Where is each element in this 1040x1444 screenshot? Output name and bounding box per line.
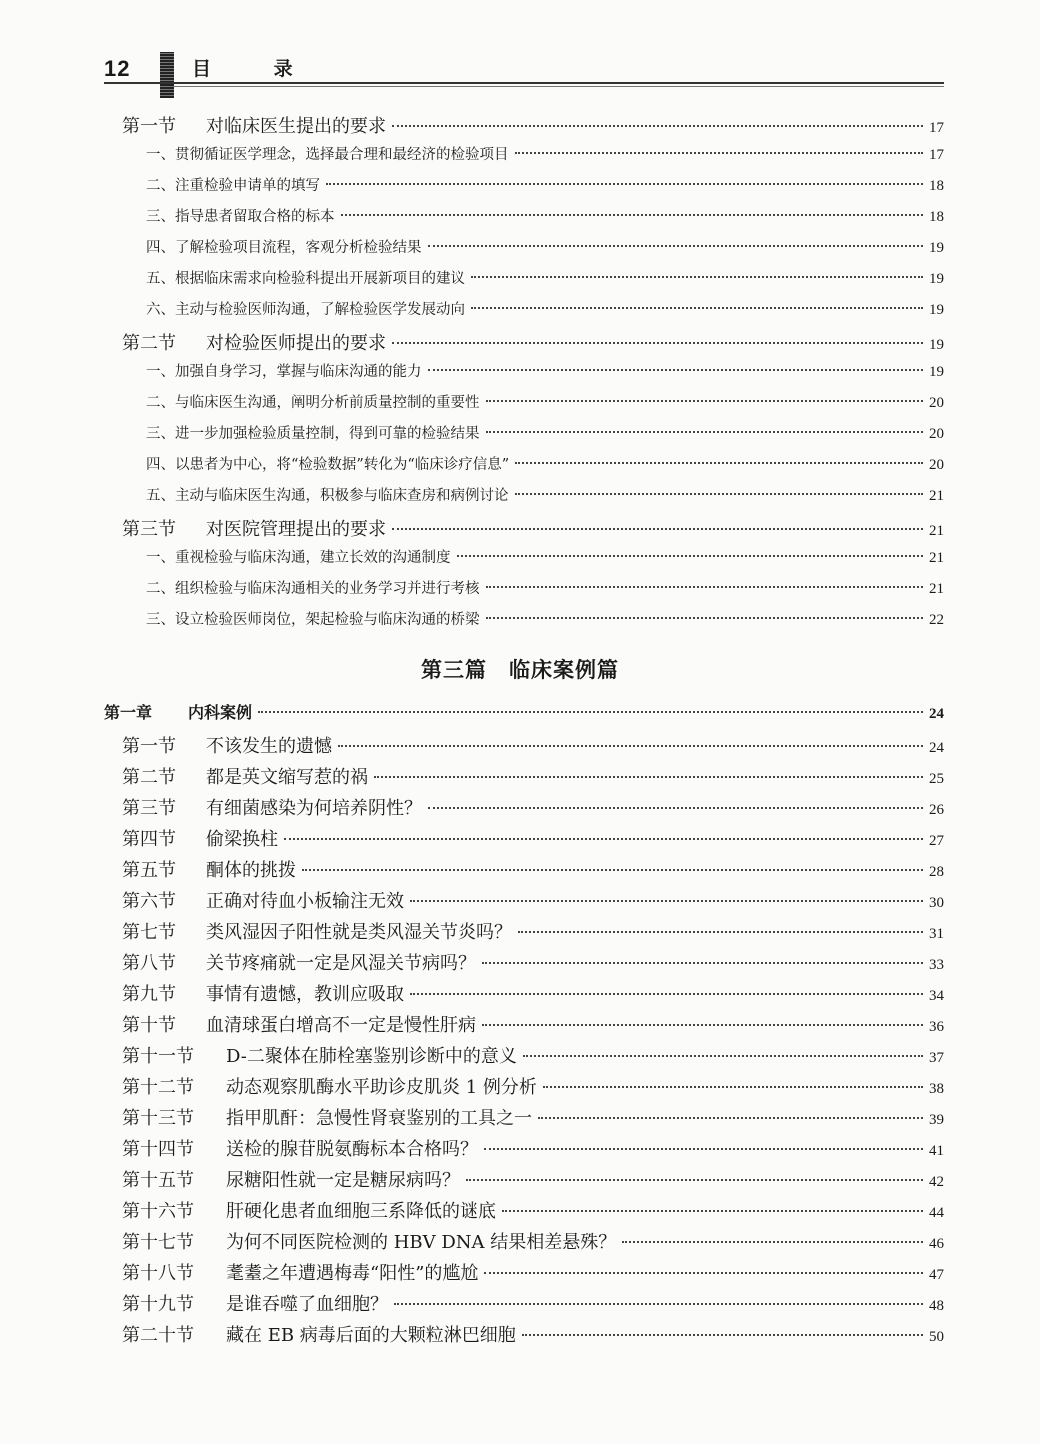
toc-entry-page-number: 36 (929, 1019, 944, 1035)
toc-entry-number: 第一章 (104, 703, 153, 722)
toc-entry-title: 关节疼痛就一定是风湿关节病吗？ (206, 953, 476, 974)
toc-entry-label (122, 1073, 537, 1099)
dot-leader (392, 342, 923, 344)
toc-subsection-entry[interactable] (146, 236, 944, 262)
toc-entry-number: 第十八节 (122, 1263, 194, 1284)
toc-entry-label (122, 1197, 496, 1223)
toc-section-entry[interactable] (122, 1321, 944, 1347)
toc-subsection-entry[interactable] (146, 608, 944, 634)
toc-section-entry[interactable] (122, 825, 944, 851)
toc-entry-page-number: 37 (929, 1050, 944, 1066)
toc-entry-number: 第十五节 (122, 1170, 194, 1191)
toc-section-entry[interactable] (122, 794, 944, 820)
toc-entry-number: 第十一节 (122, 1046, 194, 1067)
toc-entry-label (122, 515, 386, 541)
toc-entry-title: 五、主动与临床医生沟通，积极参与临床查房和病例讨论 (146, 488, 509, 504)
toc-entry-label (122, 918, 512, 944)
dot-leader (515, 493, 924, 495)
dot-leader (471, 307, 923, 309)
toc-entry-number: 第十六节 (122, 1201, 194, 1222)
toc-section-entry[interactable] (122, 887, 944, 913)
toc-entry-number: 第五节 (122, 860, 176, 881)
toc-entry-page-number: 21 (929, 581, 944, 597)
toc-entry-page-number: 44 (929, 1205, 944, 1221)
toc-entry-page-number: 21 (929, 550, 944, 566)
toc-entry-page-number: 19 (929, 271, 944, 287)
toc-chapter-entry[interactable] (104, 700, 944, 726)
toc-entry-label (122, 112, 386, 138)
toc-entry-title: 耄耋之年遭遇梅毒“阳性”的尴尬 (226, 1263, 479, 1284)
toc-section-entry[interactable] (122, 112, 944, 138)
toc-section-entry[interactable] (122, 1011, 944, 1037)
toc-entry-title: 六、主动与检验医师沟通，了解检验医学发展动向 (146, 302, 465, 318)
toc-entry-title: 事情有遗憾，教训应吸取 (206, 984, 404, 1005)
toc-entry-title: 类风湿因子阳性就是类风湿关节炎吗？ (206, 922, 512, 943)
toc-entry-title: 四、了解检验项目流程，客观分析检验结果 (146, 240, 422, 256)
toc-entry-page-number: 26 (929, 802, 944, 818)
toc-section-entry[interactable] (122, 918, 944, 944)
dot-leader (486, 617, 924, 619)
toc-entry-number: 第八节 (122, 953, 176, 974)
toc-entry-label (122, 1042, 517, 1068)
toc-section-entry[interactable] (122, 1073, 944, 1099)
toc-entry-label (122, 825, 278, 851)
dot-leader (457, 555, 924, 557)
toc-section-entry[interactable] (122, 1290, 944, 1316)
toc-section-entry[interactable] (122, 329, 944, 355)
dot-leader (258, 711, 923, 713)
toc-entry-number: 第二节 (122, 767, 176, 788)
toc-entry-number: 第十节 (122, 1015, 176, 1036)
toc-entry-title: 正确对待血小板输注无效 (206, 891, 404, 912)
part-title: 第三篇 临床案例篇 (421, 658, 619, 682)
toc-subsection-entry[interactable] (146, 267, 944, 293)
dot-leader (522, 1334, 923, 1336)
toc-entry-title: 四、以患者为中心，将“检验数据”转化为“临床诊疗信息” (146, 457, 510, 473)
toc-section-entry[interactable] (122, 763, 944, 789)
toc-entry-number: 第一节 (122, 736, 176, 757)
dot-leader (466, 1179, 923, 1181)
toc-entry-title: 藏在 EB 病毒后面的大颗粒淋巴细胞 (226, 1325, 516, 1346)
dot-leader (486, 586, 924, 588)
header-bar-decoration (160, 52, 174, 98)
toc-entry-page-number: 46 (929, 1236, 944, 1252)
toc-entry-page-number: 20 (929, 395, 944, 411)
toc-entry-page-number: 31 (929, 926, 944, 942)
toc-entry-label (146, 298, 465, 319)
toc-entry-page-number: 21 (929, 488, 944, 504)
dot-leader (471, 276, 923, 278)
toc-entry-title: 血清球蛋白增高不一定是慢性肝病 (206, 1015, 476, 1036)
toc-section-entry[interactable] (122, 1259, 944, 1285)
toc-subsection-entry[interactable] (146, 391, 944, 417)
toc-entry-page-number: 18 (929, 178, 944, 194)
dot-leader (538, 1117, 923, 1119)
toc-entry-title: 对临床医生提出的要求 (206, 116, 386, 137)
toc-entry-label (146, 422, 480, 443)
dot-leader (392, 528, 923, 530)
toc-subsection-entry[interactable] (146, 546, 944, 572)
toc-entry-page-number: 24 (929, 706, 944, 722)
toc-entry-number: 第四节 (122, 829, 176, 850)
toc-section-entry[interactable] (122, 1228, 944, 1254)
toc-section-entry[interactable] (122, 1135, 944, 1161)
toc-entry-label (122, 1228, 616, 1254)
dot-leader (622, 1241, 923, 1243)
dot-leader (515, 462, 923, 464)
toc-entry-title: 为何不同医院检测的 HBV DNA 结果相差悬殊？ (226, 1232, 617, 1253)
dot-leader (341, 214, 924, 216)
toc-entry-label (146, 546, 451, 567)
toc-entry-label (146, 360, 422, 381)
toc-entry-title: 三、指导患者留取合格的标本 (146, 209, 335, 225)
toc-entry-title: 偷梁换柱 (206, 829, 278, 850)
toc-section-entry[interactable] (122, 732, 944, 758)
toc-entry-title: 肝硬化患者血细胞三系降低的谜底 (226, 1201, 496, 1222)
toc-entry-title: 动态观察肌酶水平助诊皮肌炎 1 例分析 (226, 1077, 537, 1098)
toc-entry-label (122, 856, 296, 882)
toc-entry-number: 第十二节 (122, 1077, 194, 1098)
toc-entry-number: 第九节 (122, 984, 176, 1005)
toc-entry-title: 不该发生的遗憾 (206, 736, 332, 757)
toc-entry-number: 第二十节 (122, 1325, 194, 1346)
toc-section-entry[interactable] (122, 1197, 944, 1223)
toc-entry-page-number: 30 (929, 895, 944, 911)
toc-entry-label (146, 608, 480, 629)
toc-entry-page-number: 21 (929, 523, 944, 539)
toc-entry-page-number: 19 (929, 337, 944, 353)
toc-entry-label (122, 1259, 478, 1285)
toc-entry-page-number: 20 (929, 426, 944, 442)
dot-leader (428, 245, 924, 247)
dot-leader (338, 745, 923, 747)
toc-subsection-entry[interactable] (146, 298, 944, 324)
toc-entry-title: 尿糖阳性就一定是糖尿病吗？ (226, 1170, 460, 1191)
toc-entry-title: 对检验医师提出的要求 (206, 333, 386, 354)
toc-section-entry[interactable] (122, 856, 944, 882)
toc-entry-title: 有细菌感染为何培养阴性？ (206, 798, 422, 819)
toc-subsection-entry[interactable] (146, 453, 944, 479)
toc-entry-label (122, 949, 476, 975)
toc-entry-number: 第二节 (122, 333, 176, 354)
toc-subsection-entry[interactable] (146, 577, 944, 603)
toc-entry-title: 指甲肌酐：急慢性肾衰鉴别的工具之一 (226, 1108, 532, 1129)
toc-entry-page-number: 47 (929, 1267, 944, 1283)
toc-entry-number: 第十三节 (122, 1108, 194, 1129)
toc-entry-title: 二、组织检验与临床沟通相关的业务学习并进行考核 (146, 581, 480, 597)
toc-entry-number: 第三节 (122, 519, 176, 540)
toc-entry-title: 五、根据临床需求向检验科提出开展新项目的建议 (146, 271, 465, 287)
toc-entry-label (146, 391, 480, 412)
toc-entry-label (122, 1135, 478, 1161)
toc-section-entry[interactable] (122, 1104, 944, 1130)
dot-leader (410, 993, 923, 995)
dot-leader (518, 931, 923, 933)
dot-leader (302, 869, 923, 871)
toc-entry-page-number: 33 (929, 957, 944, 973)
toc-entry-label (146, 143, 509, 164)
toc-entry-label (146, 577, 480, 598)
dot-leader (486, 400, 924, 402)
toc-subsection-entry[interactable] (146, 484, 944, 510)
toc-entry-page-number: 48 (929, 1298, 944, 1314)
toc-entry-page-number: 28 (929, 864, 944, 880)
toc-entry-page-number: 25 (929, 771, 944, 787)
toc-entry-label (122, 1321, 516, 1347)
toc-entry-page-number: 19 (929, 302, 944, 318)
dot-leader (394, 1303, 923, 1305)
dot-leader (428, 807, 923, 809)
dot-leader (482, 962, 923, 964)
dot-leader (484, 1148, 923, 1150)
toc-subsection-entry[interactable] (146, 360, 944, 386)
toc-entry-label (122, 1011, 476, 1037)
toc-entry-label (122, 1166, 460, 1192)
toc-entry-title: 二、与临床医生沟通，阐明分析前质量控制的重要性 (146, 395, 480, 411)
toc-entry-label (146, 484, 509, 505)
dot-leader (392, 125, 923, 127)
toc-entry-title: 一、重视检验与临床沟通，建立长效的沟通制度 (146, 550, 451, 566)
toc-entry-label (146, 453, 509, 474)
toc-entry-page-number: 18 (929, 209, 944, 225)
dot-leader (410, 900, 923, 902)
toc-entry-title: 都是英文缩写惹的祸 (206, 767, 368, 788)
toc-subsection-entry[interactable] (146, 143, 944, 169)
toc-section-entry[interactable] (122, 515, 944, 541)
header-rule-thin (174, 86, 944, 87)
toc-entry-page-number: 38 (929, 1081, 944, 1097)
dot-leader (543, 1086, 923, 1088)
toc-section-entry[interactable] (122, 1166, 944, 1192)
toc-entry-number: 第十七节 (122, 1232, 194, 1253)
toc-section-entry[interactable] (122, 949, 944, 975)
toc-entry-page-number: 20 (929, 457, 944, 473)
toc-section-entry[interactable] (122, 1042, 944, 1068)
toc-entry-title: 是谁吞噬了血细胞？ (226, 1294, 388, 1315)
dot-leader (482, 1024, 923, 1026)
toc-entry-label (122, 887, 404, 913)
toc-entry-page-number: 24 (929, 740, 944, 756)
toc-entry-label (122, 732, 332, 758)
page-header (0, 0, 1040, 100)
toc-entry-label (146, 205, 335, 226)
toc-entry-page-number: 19 (929, 364, 944, 380)
toc-entry-number: 第六节 (122, 891, 176, 912)
toc-entry-label (146, 174, 320, 195)
toc-entry-label (146, 267, 465, 288)
toc-entry-title: 一、加强自身学习，掌握与临床沟通的能力 (146, 364, 422, 380)
toc-entry-page-number: 34 (929, 988, 944, 1004)
dot-leader (428, 369, 924, 371)
header-title: 目 录 (192, 58, 321, 80)
toc-entry-title: 三、进一步加强检验质量控制，得到可靠的检验结果 (146, 426, 480, 442)
toc-entry-page-number: 17 (929, 147, 944, 163)
toc-entry-title: 二、注重检验申请单的填写 (146, 178, 320, 194)
toc-entry-title: 一、贯彻循证医学理念，选择最合理和最经济的检验项目 (146, 147, 509, 163)
dot-leader (486, 431, 924, 433)
dot-leader (484, 1272, 923, 1274)
dot-leader (284, 838, 923, 840)
dot-leader (523, 1055, 923, 1057)
toc-entry-page-number: 22 (929, 612, 944, 628)
toc-subsection-entry[interactable] (146, 174, 944, 200)
dot-leader (502, 1210, 923, 1212)
toc-entry-title: 酮体的挑拨 (206, 860, 296, 881)
header-rule (104, 82, 944, 84)
toc-entry-number: 第三节 (122, 798, 176, 819)
toc-entry-page-number: 39 (929, 1112, 944, 1128)
dot-leader (515, 152, 924, 154)
toc-entry-label (104, 700, 252, 723)
toc-entry-page-number: 17 (929, 120, 944, 136)
toc-entry-title: D-二聚体在肺栓塞鉴别诊断中的意义 (226, 1046, 517, 1067)
toc-entry-title: 三、设立检验医师岗位，架起检验与临床沟通的桥梁 (146, 612, 480, 628)
dot-leader (374, 776, 923, 778)
toc-entry-label (122, 329, 386, 355)
toc-entry-label (122, 980, 404, 1006)
toc-entry-label (146, 236, 422, 257)
toc-subsection-entry[interactable] (146, 205, 944, 231)
page-number: 12 (104, 56, 131, 81)
toc-entry-title: 内科案例 (188, 703, 253, 722)
toc-entry-label (122, 794, 422, 820)
dot-leader (326, 183, 923, 185)
toc-entry-label (122, 1104, 532, 1130)
toc-entry-label (122, 763, 368, 789)
toc-entry-number: 第十九节 (122, 1294, 194, 1315)
toc-entry-number: 第十四节 (122, 1139, 194, 1160)
toc-entry-page-number: 50 (929, 1329, 944, 1345)
toc-entry-number: 第一节 (122, 116, 176, 137)
toc-entry-page-number: 41 (929, 1143, 944, 1159)
toc-entry-page-number: 27 (929, 833, 944, 849)
toc-section-entry[interactable] (122, 980, 944, 1006)
toc-entry-label (122, 1290, 388, 1316)
toc-subsection-entry[interactable] (146, 422, 944, 448)
toc-entry-title: 送检的腺苷脱氨酶标本合格吗？ (226, 1139, 478, 1160)
toc-entry-page-number: 42 (929, 1174, 944, 1190)
toc-entry-title: 对医院管理提出的要求 (206, 519, 386, 540)
toc-entry-number: 第七节 (122, 922, 176, 943)
toc-entry-page-number: 19 (929, 240, 944, 256)
